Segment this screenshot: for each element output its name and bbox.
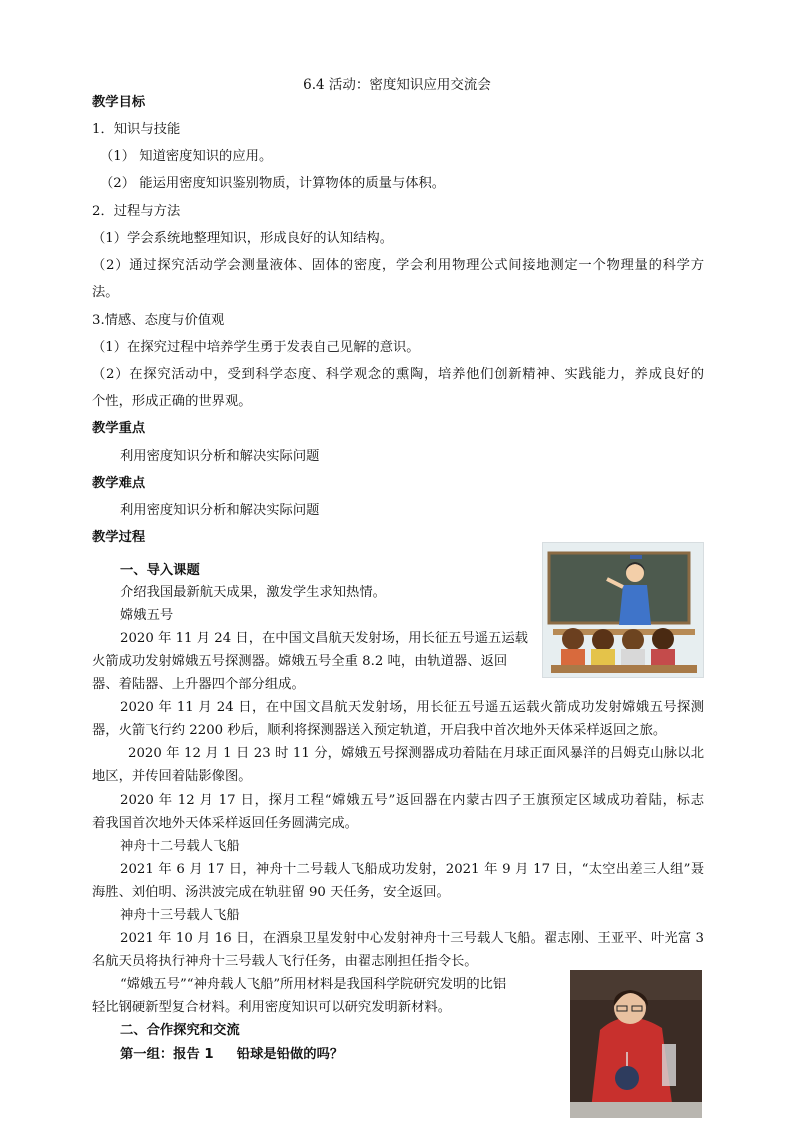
page-title: 6.4 活动：密度知识应用交流会 xyxy=(303,77,491,93)
heading-goals: 教学目标 xyxy=(92,95,146,110)
goal-2-2-line1: （2）通过探究活动学会测量液体、固体的密度，学会利用物理公式间接地测定一个物理量的科学方 xyxy=(92,258,704,273)
group-report-1: 第一组：报告 1 铅球是铅做的吗？ xyxy=(120,1047,344,1062)
goal-3-2-line2: 个性，形成正确的世界观。 xyxy=(92,394,252,409)
para-6-line1: 2021 年 10 月 16 日，在酒泉卫星发射中心发射神舟十三号载人飞船。翟志刚、王亚平、叶光富 3 xyxy=(120,931,704,946)
goal-3-1: （1）在探究过程中培养学生勇于发表自己见解的意识。 xyxy=(92,340,420,355)
section-heading-2: 二、合作探究和交流 xyxy=(120,1023,240,1038)
subheading-chang-e: 嫦娥五号 xyxy=(120,608,174,623)
para-7-line2: 轻比钢硬新型复合材料。利用密度知识可以研究发明新材料。 xyxy=(92,1000,452,1015)
goal-1: 1．知识与技能 xyxy=(92,122,181,137)
para-1-line3: 器、着陆器、上升器四个部分组成。 xyxy=(92,677,305,692)
goal-1-2: （2） 能运用密度知识鉴别物质，计算物体的质量与体积。 xyxy=(100,176,446,191)
section-heading-1: 一、导入课题 xyxy=(120,563,200,578)
para-7-line1: “嫦娥五号”“神舟载人飞船”所用材料是我国科学院研究发明的比铝 xyxy=(120,977,507,992)
goal-2: 2．过程与方法 xyxy=(92,204,181,219)
classroom-illustration xyxy=(542,542,704,678)
para-1-line2: 火箭成功发射嫦娥五号探测器。嫦娥五号全重 8.2 吨，由轨道器、返回 xyxy=(92,654,508,669)
goal-1-1: （1） 知道密度知识的应用。 xyxy=(100,149,273,164)
goal-2-2-line2: 法。 xyxy=(92,285,119,300)
para-2-line2: 器，火箭飞行约 2200 秒后，顺利将探测器送入预定轨道，开启我中首次地外天体采样返回之旅。 xyxy=(92,723,667,738)
goal-3-2-line1: （2）在探究活动中，受到科学态度、科学观念的熏陶，培养他们创新精神、实践能力，养成良好的 xyxy=(92,367,704,382)
goal-3: 3.情感、态度与价值观 xyxy=(92,313,225,328)
subheading-shenzhou-13: 神舟十三号载人飞船 xyxy=(120,908,240,923)
subheading-shenzhou-12: 神舟十二号载人飞船 xyxy=(120,839,240,854)
heading-key: 教学重点 xyxy=(92,421,146,436)
para-4-line1: 2020 年 12 月 17 日，探月工程“嫦娥五号”返回器在内蒙古四子王旗预定区域成功着陆，标志 xyxy=(120,793,704,808)
para-5-line1: 2021 年 6 月 17 日，神舟十二号载人飞船成功发射，2021 年 9 月 17 日，“太空出差三人组”聂 xyxy=(120,862,704,877)
heading-process: 教学过程 xyxy=(92,530,146,545)
para-4-line2: 着我国首次地外天体采样返回任务圆满完成。 xyxy=(92,816,358,831)
key-text: 利用密度知识分析和解决实际问题 xyxy=(120,449,320,464)
para-3-line2: 地区，并传回着陆影像图。 xyxy=(92,769,252,784)
goal-2-1: （1）学会系统地整理知识，形成良好的认知结构。 xyxy=(92,231,393,246)
lab-photo xyxy=(570,970,702,1118)
para-3-line1: 2020 年 12 月 1 日 23 时 11 分，嫦娥五号探测器成功着陆在月球正面风暴洋的吕姆克山脉以北 xyxy=(128,746,704,761)
difficulty-text: 利用密度知识分析和解决实际问题 xyxy=(120,503,320,518)
heading-difficulty: 教学难点 xyxy=(92,476,146,491)
para-6-line2: 名航天员将执行神舟十三号载人飞行任务，由翟志刚担任指令长。 xyxy=(92,954,478,969)
para-5-line2: 海胜、刘伯明、汤洪波完成在轨驻留 90 天任务，安全返回。 xyxy=(92,885,450,900)
intro-text: 介绍我国最新航天成果，激发学生求知热情。 xyxy=(120,585,386,600)
para-1-line1: 2020 年 11 月 24 日，在中国文昌航天发射场，用长征五号遥五运载 xyxy=(120,631,528,646)
para-2-line1: 2020 年 11 月 24 日，在中国文昌航天发射场，用长征五号遥五运载火箭成功发射嫦娥五号探测 xyxy=(120,700,704,715)
